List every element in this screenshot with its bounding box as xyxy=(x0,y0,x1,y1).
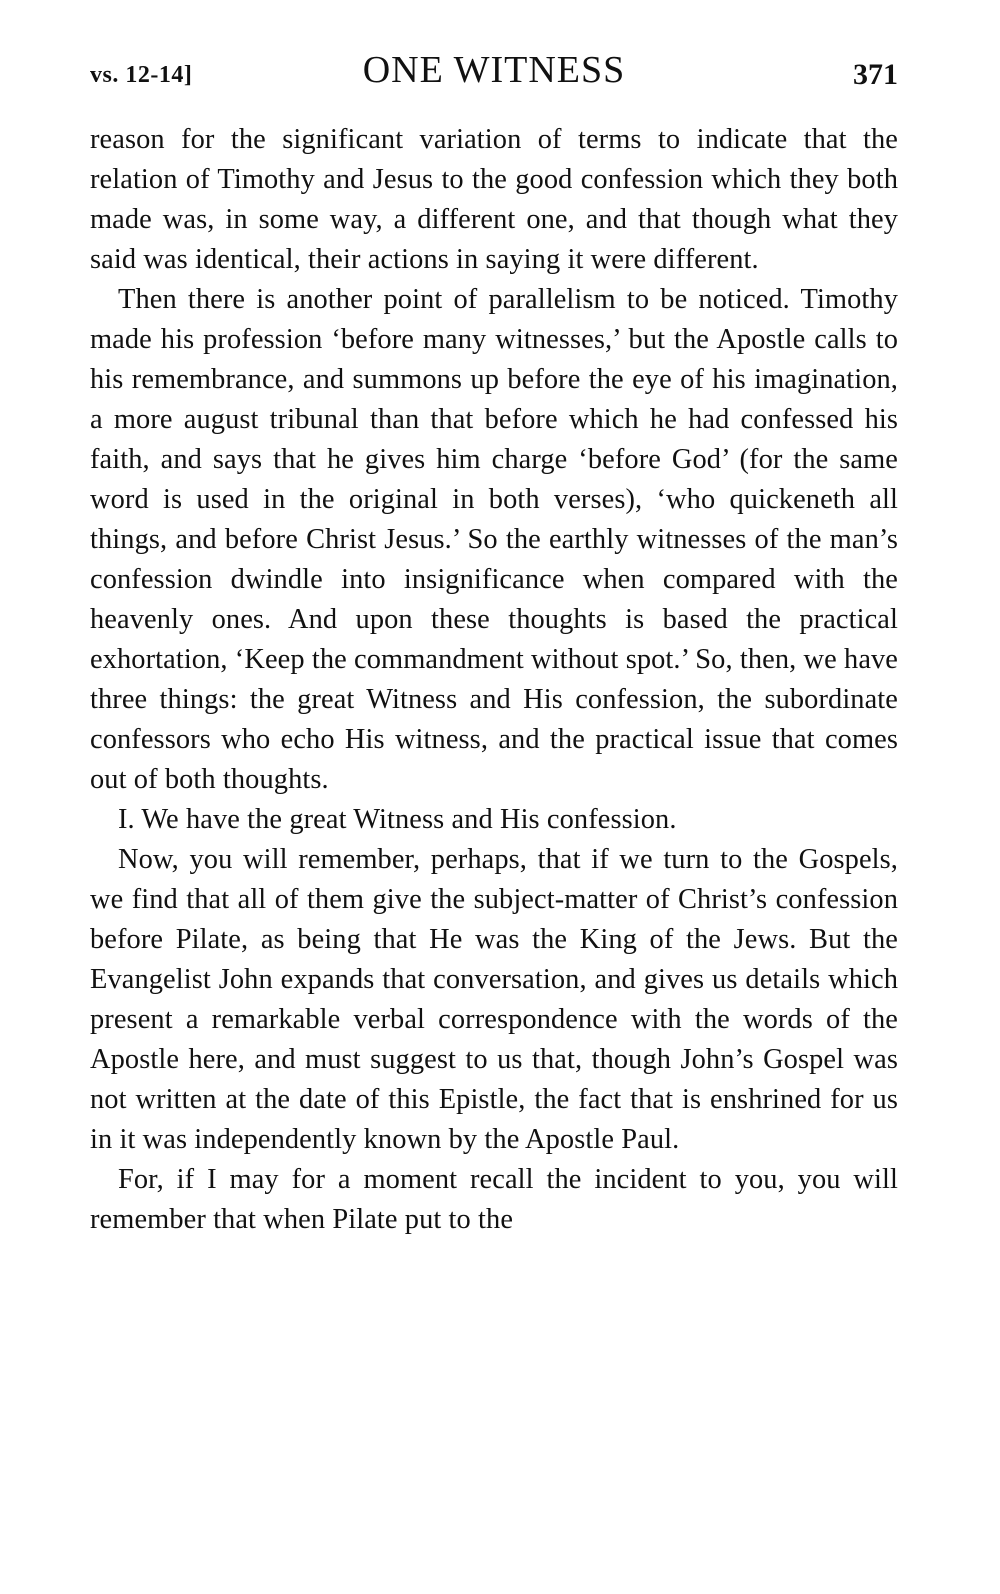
chapter-title: ONE WITNESS xyxy=(362,49,626,91)
body-text xyxy=(90,120,898,1240)
verse-reference: vs. 12-14] xyxy=(90,62,193,88)
paragraph-gospels: Now, you will remember, perhaps, that if we turn to the Gospels, we find that all of them give the subject-matter of Christ’s confession before Pilate, as being that He was the King of the Jews. But the Evangelist John expands that conversation, and gives us details which present a remarkable verbal correspondence with the words of the Apostle here, and must suggest to us that, though John’s Gospel was not written at the date of this Epistle, the fact that is enshrined for us in it was independently known by the Apostle Paul. xyxy=(90,844,898,1155)
book-page xyxy=(90,48,898,1240)
running-header xyxy=(90,48,898,92)
paragraph-parallelism: Then there is another point of parallelism to be noticed. Timothy made his profession ‘before many witnesses,’ but the Apostle calls to his remembrance, and summons up before the eye of his imagination, a more august tribunal than that before which he had confessed his faith, and says that he gives him charge ‘before God’ (for the same word is used in the original in both verses), ‘who quickeneth all things, and before Christ Jesus.’ So the earthly witnesses of the man’s confession dwindle into insignificance when compared with the heavenly ones. And upon these thoughts is based the practical exhortation, ‘Keep the commandment without spot.’ So, then, we have three things: the great Witness and His confession, the subordinate confessors who echo His witness, and the practical issue that comes out of both thoughts. xyxy=(90,284,899,795)
paragraph-incident: For, if I may for a moment recall the incident to you, you will remember that when Pilate put to the xyxy=(90,1164,898,1235)
section-heading-one: I. We have the great Witness and His confession. xyxy=(118,804,677,835)
paragraph-continuation: reason for the significant variation of terms to indicate that the relation of Timothy and Jesus to the good confession which they both made was, in some way, a different one, and that though what they said was identical, their actions in saying it were different. xyxy=(90,124,898,275)
page-number: 371 xyxy=(853,58,898,91)
